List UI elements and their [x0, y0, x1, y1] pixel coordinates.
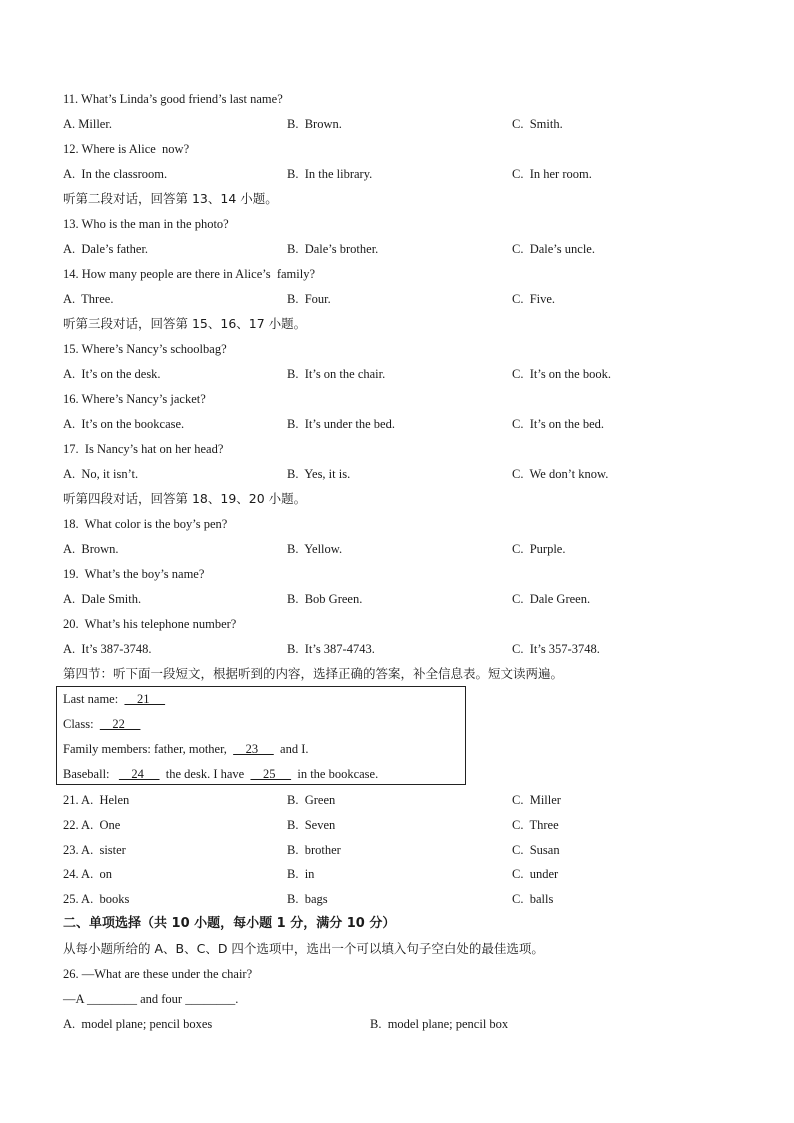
q13-stem: 13. Who is the man in the photo?: [63, 217, 229, 231]
q19-option-a: A. Dale Smith.: [63, 592, 142, 606]
section-4-instruction: 听第四段对话，回答第 18、19、20 小题。: [63, 491, 307, 506]
q20-stem: 20. What’s his telephone number?: [63, 617, 237, 631]
q16-option-a: A. It’s on the bookcase.: [63, 417, 185, 431]
q26-option-a: A. model plane; pencil boxes: [63, 1017, 213, 1031]
q18-option-a: A. Brown.: [63, 542, 119, 556]
q24-option-c: C. under: [512, 867, 559, 881]
q23-option-c: C. Susan: [512, 843, 560, 857]
q14-option-c: C. Five.: [512, 292, 556, 306]
q26-answer-line: —A ________ and four ________.: [63, 992, 239, 1006]
info-row-class: [63, 716, 140, 732]
q12-option-a: A. In the classroom.: [63, 167, 168, 181]
info-row-last-name: [63, 691, 165, 707]
part-2-instruction: 从每小题所给的 A、B、C、D 四个选项中，选出一个可以填入句子空白处的最佳选项。: [63, 941, 544, 956]
info-label: Family members: father, mother,: [63, 742, 234, 756]
q13-option-b: B. Dale’s brother.: [287, 242, 379, 256]
q12-stem: 12. Where is Alice now?: [63, 142, 190, 156]
q21-option-a: 21. A. Helen: [63, 793, 130, 807]
q19-stem: 19. What’s the boy’s name?: [63, 567, 205, 581]
q17-option-a: A. No, it isn’t.: [63, 467, 139, 481]
q12-option-c: C. In her room.: [512, 167, 592, 181]
section-2-instruction: 听第二段对话，回答第 13、14 小题。: [63, 191, 278, 206]
section-3-instruction: 听第三段对话，回答第 15、16、17 小题。: [63, 316, 307, 331]
blank-22: 22: [99, 717, 141, 731]
info-text: and I.: [273, 742, 309, 756]
info-text: the desk. I have: [159, 767, 251, 781]
q21-option-b: B. Green: [287, 793, 336, 807]
q11-option-c: C. Smith.: [512, 117, 563, 131]
q23-option-a: 23. A. sister: [63, 843, 126, 857]
q26-stem: 26. —What are these under the chair?: [63, 967, 253, 981]
q22-option-a: 22. A. One: [63, 818, 121, 832]
blank-23: 23: [233, 742, 274, 756]
part-4-instruction: 第四节：听下面一段短文，根据听到的内容，选择正确的答案，补全信息表。短文读两遍。: [63, 666, 564, 681]
q15-option-a: A. It’s on the desk.: [63, 367, 161, 381]
q14-stem: 14. How many people are there in Alice’s family?: [63, 267, 316, 281]
q24-option-b: B. in: [287, 867, 315, 881]
q22-option-b: B. Seven: [287, 818, 336, 832]
q16-option-c: C. It’s on the bed.: [512, 417, 605, 431]
q16-stem: 16. Where’s Nancy’s jacket?: [63, 392, 206, 406]
q13-option-a: A. Dale’s father.: [63, 242, 149, 256]
q14-option-b: B. Four.: [287, 292, 331, 306]
q25-option-b: B. bags: [287, 892, 328, 906]
q25-option-c: C. balls: [512, 892, 554, 906]
q15-stem: 15. Where’s Nancy’s schoolbag?: [63, 342, 227, 356]
q17-stem: 17. Is Nancy’s hat on her head?: [63, 442, 224, 456]
q24-option-a: 24. A. on: [63, 867, 112, 881]
info-row-family: [63, 741, 308, 757]
q18-option-c: C. Purple.: [512, 542, 566, 556]
q20-option-b: B. It’s 387-4743.: [287, 642, 375, 656]
q11-option-b: B. Brown.: [287, 117, 342, 131]
blank-24: 24: [118, 767, 160, 781]
q17-option-b: B. Yes, it is.: [287, 467, 351, 481]
q13-option-c: C. Dale’s uncle.: [512, 242, 595, 256]
info-label: Class:: [63, 717, 100, 731]
q15-option-c: C. It’s on the book.: [512, 367, 611, 381]
q25-option-a: 25. A. books: [63, 892, 130, 906]
q19-option-b: B. Bob Green.: [287, 592, 363, 606]
q11-stem: 11. What’s Linda’s good friend’s last name?: [63, 92, 283, 106]
q16-option-b: B. It’s under the bed.: [287, 417, 395, 431]
info-label: Baseball:: [63, 767, 119, 781]
q26-option-b: B. model plane; pencil box: [370, 1017, 509, 1031]
q20-option-a: A. It’s 387-3748.: [63, 642, 152, 656]
q20-option-c: C. It’s 357-3748.: [512, 642, 600, 656]
info-label: Last name:: [63, 692, 125, 706]
part-2-heading: 二、单项选择（共 10 小题，每小题 1 分，满分 10 分）: [63, 916, 396, 931]
q17-option-c: C. We don’t know.: [512, 467, 609, 481]
q11-option-a: A. Miller.: [63, 117, 112, 131]
q22-option-c: C. Three: [512, 818, 559, 832]
q21-option-c: C. Miller: [512, 793, 561, 807]
q18-stem: 18. What color is the boy’s pen?: [63, 517, 228, 531]
q12-option-b: B. In the library.: [287, 167, 373, 181]
blank-25: 25: [250, 767, 292, 781]
info-text: in the bookcase.: [291, 767, 379, 781]
q18-option-b: B. Yellow.: [287, 542, 343, 556]
q23-option-b: B. brother: [287, 843, 341, 857]
q19-option-c: C. Dale Green.: [512, 592, 591, 606]
q15-option-b: B. It’s on the chair.: [287, 367, 386, 381]
q14-option-a: A. Three.: [63, 292, 114, 306]
info-row-baseball: [63, 766, 378, 782]
blank-21: 21: [124, 692, 166, 706]
